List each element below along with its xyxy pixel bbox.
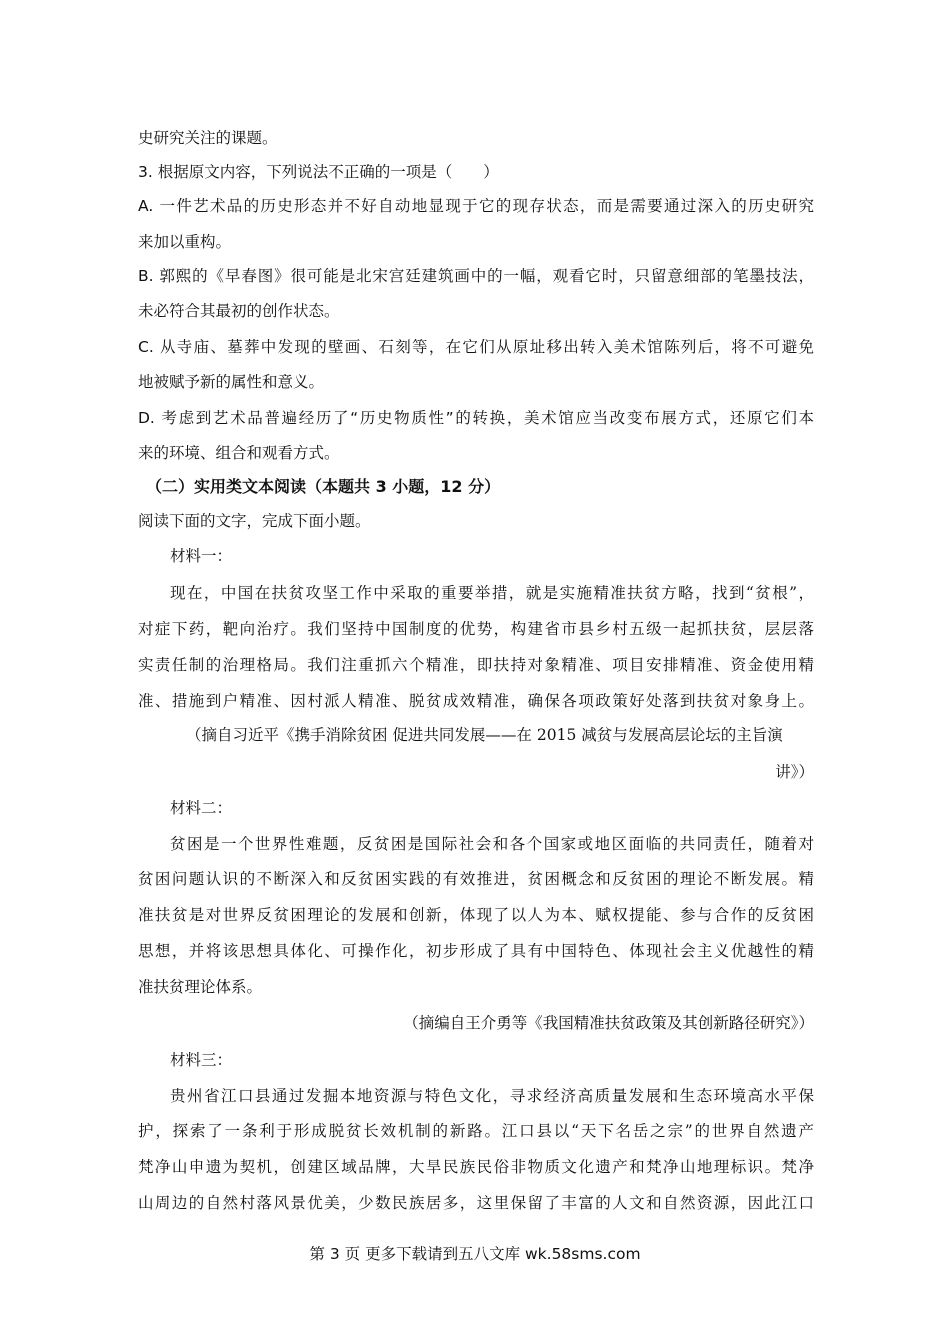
material1-line1: 现在，中国在扶贫攻坚工作中采取的重要举措，就是实施精准扶贫方略，找到“贫根”， <box>170 584 814 602</box>
option-c-line2: 地被赋予新的属性和意义。 <box>138 373 325 391</box>
material1-source-line1: （摘自习近平《携手消除贫困 促进共同发展——在 2015 减贫与发展高层论坛的主旨演 <box>186 726 783 744</box>
option-b-line1: B. 郭熙的《早春图》很可能是北宋宫廷建筑画中的一幅，观看它时，只留意细部的笔墨技法， <box>138 267 814 285</box>
question2-tail: 史研究关注的课题。 <box>138 129 278 147</box>
material2-label: 材料二： <box>170 799 233 817</box>
material3-line4: 山周边的自然村落风景优美，少数民族居多，这里保留了丰富的人文和自然资源，因此江口 <box>138 1194 814 1212</box>
material2-line4: 思想，并将该思想具体化、可操作化，初步形成了具有中国特色、体现社会主义优越性的精 <box>138 942 814 960</box>
material1-label: 材料一： <box>170 547 233 565</box>
page-footer: 第 3 页 更多下载请到五八文库 wk.58sms.com <box>309 1245 641 1263</box>
option-c-line1: C. 从寺庙、墓葬中发现的壁画、石刻等，在它们从原址移出转入美术馆陈列后，将不可避免 <box>138 338 814 356</box>
material3-line3: 梵净山申遗为契机，创建区域品牌，大旱民族民俗非物质文化遗产和梵净山地理标识。梵净 <box>138 1158 814 1176</box>
material3-label: 材料三： <box>170 1051 233 1069</box>
material1-source-line2: 讲》） <box>775 763 814 781</box>
option-d-line2: 来的环境、组合和观看方式。 <box>138 444 340 462</box>
option-b-line2: 未必符合其最初的创作状态。 <box>138 302 340 320</box>
material2-line2: 贫困问题认识的不断深入和反贫困实践的有效推进，贫困概念和反贫困的理论不断发展。精 <box>138 870 814 888</box>
material2-line5: 准扶贫理论体系。 <box>138 978 263 996</box>
option-a-line1: A. 一件艺术品的历史形态并不好自动地显现于它的现存状态，而是需要通过深入的历史研究 <box>138 197 814 215</box>
section2-heading: （二）实用类文本阅读（本题共 3 小题，12 分） <box>146 477 501 496</box>
question3-stem: 3. 根据原文内容，下列说法不正确的一项是（ ） <box>138 163 499 181</box>
material2-line3: 准扶贫是对世界反贫困理论的发展和创新，体现了以人为本、赋权提能、参与合作的反贫困 <box>138 906 814 924</box>
material2-source: （摘编自王介勇等《我国精准扶贫政策及其创新路径研究》） <box>403 1014 814 1032</box>
option-a-line2: 来加以重构。 <box>138 233 232 251</box>
section2-instruction: 阅读下面的文字，完成下面小题。 <box>138 512 371 530</box>
option-d-line1: D. 考虑到艺术品普遍经历了“历史物质性”的转换，美术馆应当改变布展方式，还原它们本 <box>138 409 814 427</box>
material1-line3: 实责任制的治理格局。我们注重抓六个精准，即扶持对象精准、项目安排精准、资金使用精 <box>138 656 814 674</box>
material3-line2: 护，探索了一条利于形成脱贫长效机制的新路。江口县以“天下名岳之宗”的世界自然遗产 <box>138 1122 814 1140</box>
material2-line1: 贫困是一个世界性难题，反贫困是国际社会和各个国家或地区面临的共同责任，随着对 <box>170 835 814 853</box>
material3-line1: 贵州省江口县通过发掘本地资源与特色文化，寻求经济高质量发展和生态环境高水平保 <box>170 1087 814 1105</box>
material1-line4: 准、措施到户精准、因村派人精准、脱贫成效精准，确保各项政策好处落到扶贫对象身上。 <box>138 692 814 710</box>
material1-line2: 对症下药，靶向治疗。我们坚持中国制度的优势，构建省市县乡村五级一起抓扶贫，层层落 <box>138 620 814 638</box>
